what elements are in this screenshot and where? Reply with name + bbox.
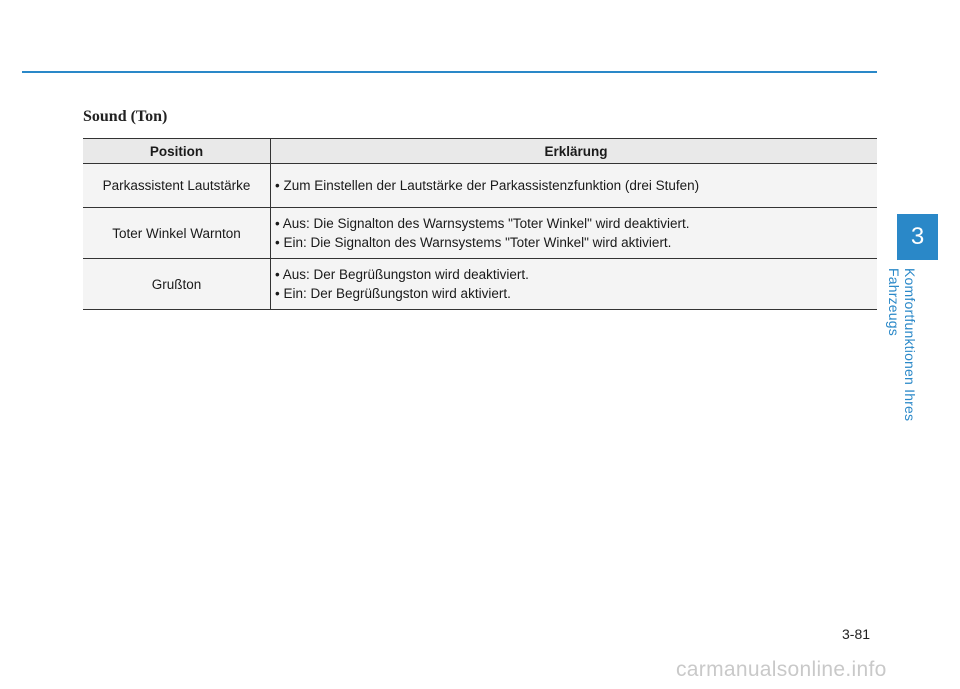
sound-settings-table: [83, 138, 877, 310]
row-position: Parkassistent Lautstärke: [83, 164, 271, 208]
table-row: [83, 208, 877, 259]
row-explanation: [271, 259, 878, 310]
header-position: Position: [83, 139, 271, 164]
watermark: carmanualsonline.info: [676, 658, 887, 681]
header-explanation: Erklärung: [271, 139, 878, 164]
table-header-row: [83, 139, 877, 164]
explanation-line: • Zum Einstellen der Lautstärke der Parkassistenzfunktion (drei Stufen): [275, 178, 700, 193]
row-position: Toter Winkel Warnton: [83, 208, 271, 259]
explanation-line: • Aus: Die Signalton des Warnsystems "Toter Winkel" wird deaktiviert.: [275, 216, 690, 231]
row-position: Grußton: [83, 259, 271, 310]
table-row: [83, 259, 877, 310]
page-number: 3-81: [842, 626, 871, 642]
chapter-label: Komfortfunktionen Ihres Fahrzeugs: [886, 268, 918, 422]
table-row: [83, 164, 877, 208]
section-title: Sound (Ton): [83, 108, 168, 125]
explanation-line: • Ein: Der Begrüßungston wird aktiviert.: [275, 286, 511, 301]
explanation-line: • Ein: Die Signalton des Warnsystems "Toter Winkel" wird aktiviert.: [275, 235, 672, 250]
chapter-number-tab: 3: [897, 214, 938, 260]
row-explanation: [271, 208, 878, 259]
header-rule: [22, 71, 877, 73]
row-explanation: [271, 164, 878, 208]
explanation-line: • Aus: Der Begrüßungston wird deaktiviert.: [275, 267, 529, 282]
